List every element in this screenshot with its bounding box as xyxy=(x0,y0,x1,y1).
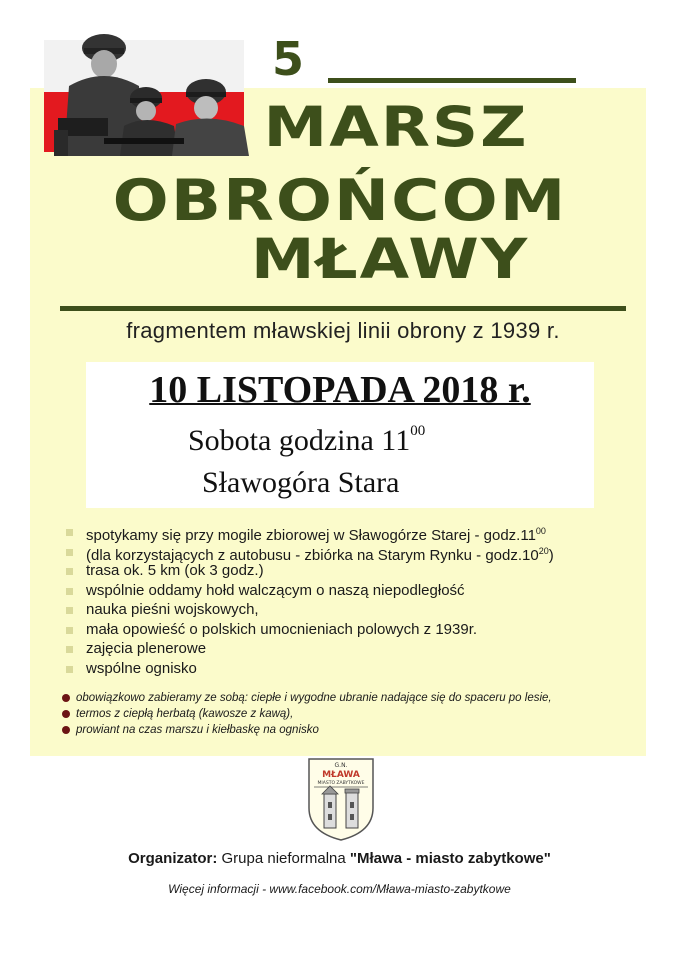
title-divider xyxy=(60,306,626,311)
event-time-minutes: 00 xyxy=(410,423,426,439)
list-item: wspólne ognisko xyxy=(66,659,554,679)
list-item: (dla korzystających z autobusu - zbiórka na Starym Rynku - $godz.10^{20}$) xyxy=(66,542,554,562)
title-line-2: OBROŃCOM xyxy=(112,167,568,234)
square-bullet-icon xyxy=(66,588,73,595)
subtitle: fragmentem mławskiej linii obrony z 1939 r. xyxy=(126,318,560,343)
round-bullet-icon xyxy=(62,710,70,718)
event-day-time xyxy=(188,424,425,458)
event-day-time-text: Sobota godzina 11 xyxy=(188,424,411,457)
list-item: spotykamy się przy mogile zbiorowej w Sławogórze Starej - $godz.11^{00}$ xyxy=(66,522,554,542)
note-item: obowiązkowo zabieramy ze sobą: ciepłe i wygodne ubranie nadające się do spaceru po lesie, xyxy=(62,690,552,706)
organizer-line xyxy=(0,850,679,867)
round-bullet-icon xyxy=(62,726,70,734)
square-bullet-icon xyxy=(66,529,73,536)
crest-name: MŁAWA xyxy=(322,770,360,780)
crest-motto: MIASTO ZABYTKOWE xyxy=(317,781,365,786)
title-line-3: MŁAWY xyxy=(250,228,530,292)
event-date: 10 LISTOPADA 2018 r. xyxy=(149,369,531,411)
list-item: nauka pieśni wojskowych, xyxy=(66,600,554,620)
list-item: mała opowieść o polskich umocnieniach polowych z 1939r. xyxy=(66,620,554,640)
crest-logo xyxy=(306,756,376,842)
list-item: wspólnie oddamy hołd walczącym o naszą niepodległość xyxy=(66,581,554,601)
square-bullet-icon xyxy=(66,549,73,556)
square-bullet-icon xyxy=(66,666,73,673)
square-bullet-icon xyxy=(66,607,73,614)
list-item: trasa ok. 5 km (ok 3 godz.) xyxy=(66,561,554,581)
title-line-1: MARSZ xyxy=(263,96,529,160)
notes-list xyxy=(62,690,552,738)
event-place: Sławogóra Stara xyxy=(202,466,400,499)
organizer-text: Grupa nieformalna xyxy=(217,850,350,867)
note-item: prowiant na czas marszu i kiełbaskę na ognisko xyxy=(62,722,552,738)
edition-underline xyxy=(328,78,576,83)
program-list xyxy=(66,522,554,678)
edition-number: 5 xyxy=(272,32,305,86)
round-bullet-icon xyxy=(62,694,70,702)
more-info-link: Więcej informacji - www.facebook.com/Mława-miasto-zabytkowe xyxy=(168,882,511,896)
square-bullet-icon xyxy=(66,627,73,634)
square-bullet-icon xyxy=(66,568,73,575)
organizer-label: Organizator: xyxy=(128,850,218,867)
square-bullet-icon xyxy=(66,646,73,653)
list-item: zajęcia plenerowe xyxy=(66,639,554,659)
organizer-group: "Mława - miasto zabytkowe" xyxy=(349,850,551,867)
note-item: termos z ciepłą herbatą (kawosze z kawą), xyxy=(62,706,552,722)
crest-top-text: G.N. xyxy=(334,762,348,769)
